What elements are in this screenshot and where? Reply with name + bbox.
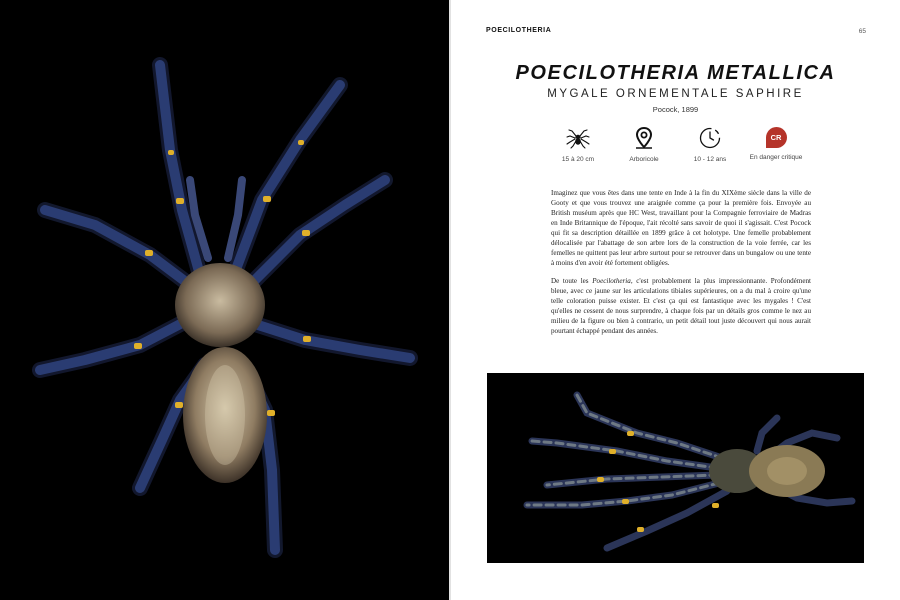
species-author: Pocock, 1899 <box>652 105 699 114</box>
left-page-photo <box>0 0 449 600</box>
fact-lifespan <box>678 126 742 163</box>
fact-size <box>546 126 610 163</box>
common-name: MYGALE ORNEMENTALE SAPHIRE <box>547 88 804 100</box>
species-title: POECILOTHERIA METALLICA <box>515 62 836 84</box>
page-number: 65 <box>858 28 866 35</box>
genus-italic: Poecilotheria <box>592 277 631 285</box>
spider-size-icon <box>566 126 590 150</box>
fact-label: En danger critique <box>749 154 803 161</box>
paragraph-1: Imaginez que vous êtes dans une tente en Inde à la fin du XIXème siècle dans la ville de Gooty et que vous trouvez une araignée comme ça pour la première fois. Envoyée au British muséum après que HC West, travaillant pour la Compagnie ferroviaire de Madras en Inde Britannique de l'époque, l'ait récolté sans savoir de quoi il s'agissait. C'est Pocock qui fit sa description détaillée en 1899 grâce à cet holotype. Une femelle probablement délocalisée par l'abattage de son arbre lors de la construction de la voie ferrée, car les femelles ne quittent pas leur arbre surtout pour se retrouver dans un bungalow ou une tente à moins d'en avoir été fortement obligées. <box>551 189 811 267</box>
bottom-photo <box>487 373 864 563</box>
paragraph-2 <box>551 276 811 336</box>
map-pin-icon <box>632 126 656 150</box>
fact-label: 10 - 12 ans <box>693 156 727 163</box>
running-head: POECILOTHERIA <box>486 27 552 34</box>
body-text <box>551 188 811 344</box>
fact-label: Arboricole <box>629 156 659 163</box>
fact-habitat <box>612 126 676 163</box>
tarantula-ventral-illustration <box>487 373 864 563</box>
cr-status-badge: CR <box>766 127 787 148</box>
fact-icons-row <box>546 126 806 172</box>
fact-status <box>744 126 808 161</box>
lifespan-clock-icon <box>698 126 722 150</box>
paragraph-2-start: De toute les <box>551 277 593 285</box>
paragraph-2-rest: , c'est probablement la plus impressionnante. Profondément bleue, avec ce jaune sur les articulations tibiales supérieures, on a du mal à croire qu'une telle coloration puisse exister. Et c'est ça qui est fantastique avec les mygales ! C'est qu'elles ne cessent de nous surprendre, à chaque fois par un détails gros comme le nez au milieu de la figure ou bien à contrario, un petit détail tout juste découvert qui nous aurait pourtant échappé pendant des années. <box>551 277 811 335</box>
tarantula-dorsal-illustration <box>0 0 449 600</box>
fact-label: 15 à 20 cm <box>561 156 595 163</box>
right-page <box>451 0 900 600</box>
